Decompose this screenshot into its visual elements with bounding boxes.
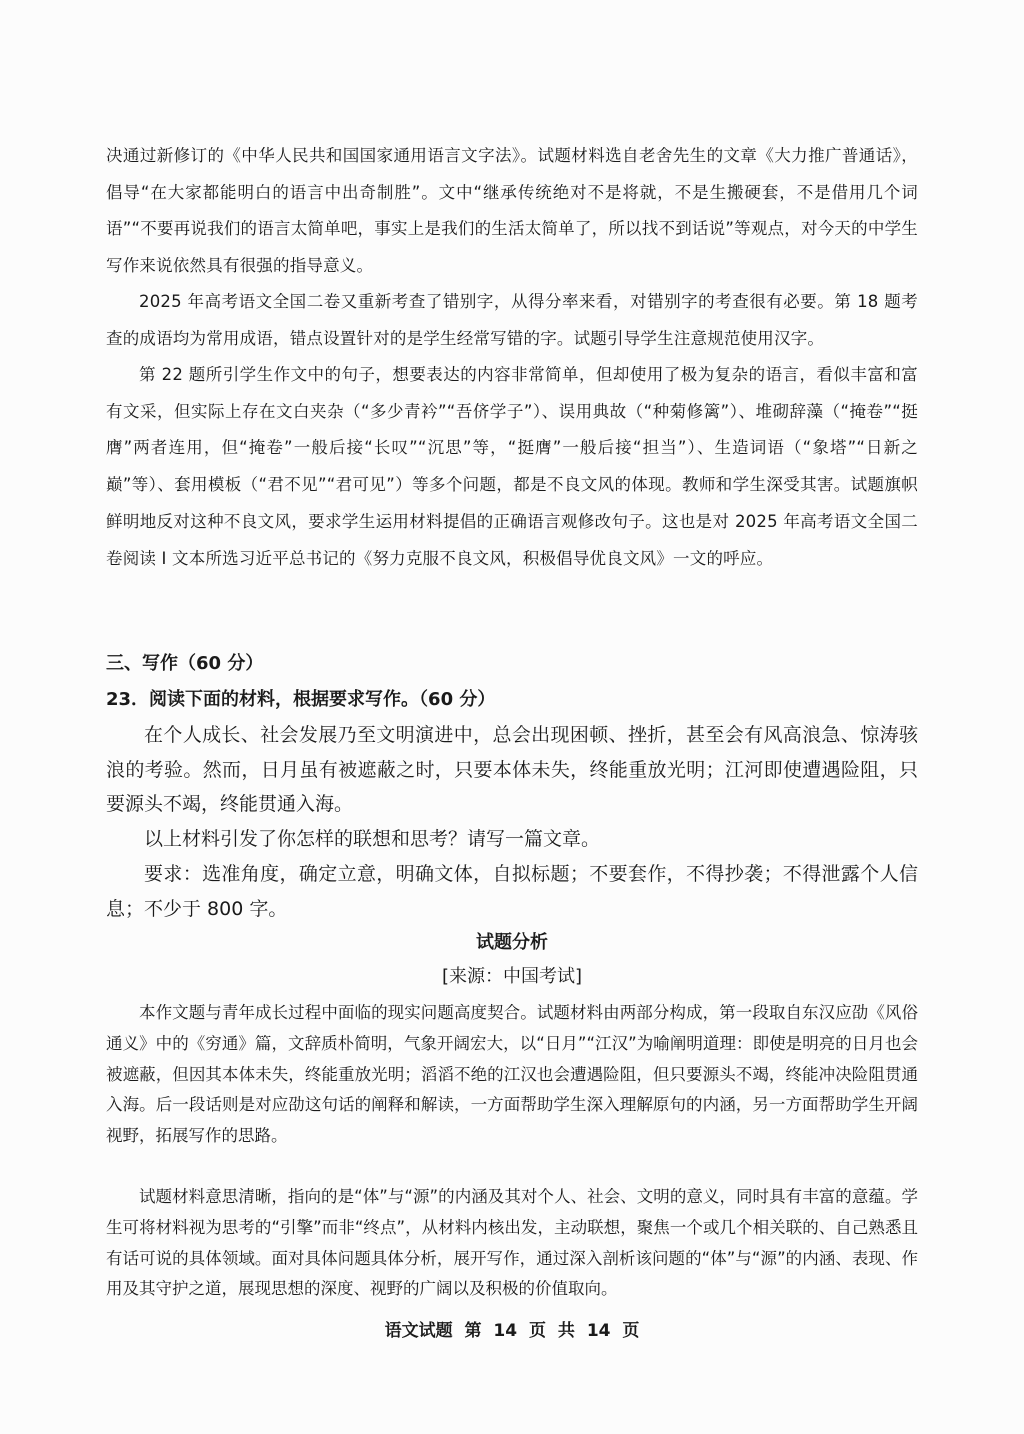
- analysis-paragraph-2: 试题材料意思清晰，指向的是“体”与“源”的内涵及其对个人、社会、文明的意义，同时具有丰富的意蕴。学生可将材料视为思考的“引擎”而非“终点”，从材料内核出发，主动联想，聚焦一个或几个相关联的、自己熟悉且有话可说的具体领域。面对具体问题具体分析，展开写作，通过深入剖析该问题的“体”与“源”的内涵、表现、作用及其守护之道，展现思想的深度、视野的广阔以及积极的价值取向。: [106, 1187, 918, 1299]
- analysis-title: 试题分析: [476, 932, 548, 953]
- paragraph-question-22: 第 22 题所引学生作文中的句子，想要表达的内容非常简单，但却使用了极为复杂的语言，看似丰富和富有文采，但实际上存在文白夹杂（“多少青衿”“吾侪学子”）、误用典故（“种菊修篱”）、堆砌辞藻（“掩卷”“挺膺”两者连用，但“掩卷”一般后接“长叹”“沉思”等，“挺膺”一般后接“担当”）、生造词语（“象塔”“日新之巅”等）、套用模板（“君不见”“君可见”）等多个问题，都是不良文风的体现。教师和学生深受其害。试题旗帜鲜明地反对这种不良文风，要求学生运用材料提倡的正确语言观修改句子。这也是对 2025 年高考语文全国二卷阅读 I 文本所选习近平总书记的《努力克服不良文风，积极倡导优良文风》一文的呼应。: [106, 365, 918, 568]
- essay-prompt: 以上材料引发了你怎样的联想和思考？请写一篇文章。: [144, 828, 601, 850]
- source-note: [来源：中国考试]: [441, 966, 583, 987]
- section-title-writing: 三、写作（60 分）: [106, 653, 264, 674]
- essay-requirements: 要求：选准角度，确定立意，明确文体，自拟标题；不要套作，不得抄袭；不得泄露个人信息；不少于 800 字。: [106, 863, 918, 920]
- paragraph-language-law: 决通过新修订的《中华人民共和国国家通用语言文字法》。试题材料选自老舍先生的文章《大力推广普通话》，倡导“在大家都能明白的语言中出奇制胜”。文中“继承传统绝对不是将就，不是生搬硬套，不是借用几个词语”“不要再说我们的语言太简单吧，事实上是我们的生活太简单了，所以找不到话说”等观点，对今天的中学生写作来说依然具有很强的指导意义。: [106, 146, 918, 276]
- page-footer: 语文试题 第 14 页 共 14 页: [384, 1321, 640, 1341]
- paragraph-typo-question: 2025 年高考语文全国二卷又重新考查了错别字，从得分率来看，对错别字的考查很有必要。第 18 题考查的成语均为常用成语，错点设置针对的是学生经常写错的字。试题引导学生注意规范使用汉字。: [106, 292, 918, 348]
- analysis-paragraph-1: 本作文题与青年成长过程中面临的现实问题高度契合。试题材料由两部分构成，第一段取自东汉应劭《风俗通义》中的《穷通》篇，文辞质朴简明，气象开阔宏大，以“日月”“江汉”为喻阐明道理：即使是明亮的日月也会被遮蔽，但因其本体未失，终能重放光明；滔滔不绝的江汉也会遭遇险阻，但只要源头不竭，终能冲决险阻贯通入海。后一段话则是对应劭这句话的阐释和解读，一方面帮助学生深入理解原句的内涵，另一方面帮助学生开阔视野，拓展写作的思路。: [106, 1003, 918, 1146]
- question-23-title: 23．阅读下面的材料，根据要求写作。（60 分）: [106, 689, 496, 710]
- essay-material: 在个人成长、社会发展乃至文明演进中，总会出现困顿、挫折，甚至会有风高浪急、惊涛骇浪的考验。然而，日月虽有被遮蔽之时，只要本体未失，终能重放光明；江河即使遭遇险阻，只要源头不竭，终能贯通入海。: [106, 724, 918, 815]
